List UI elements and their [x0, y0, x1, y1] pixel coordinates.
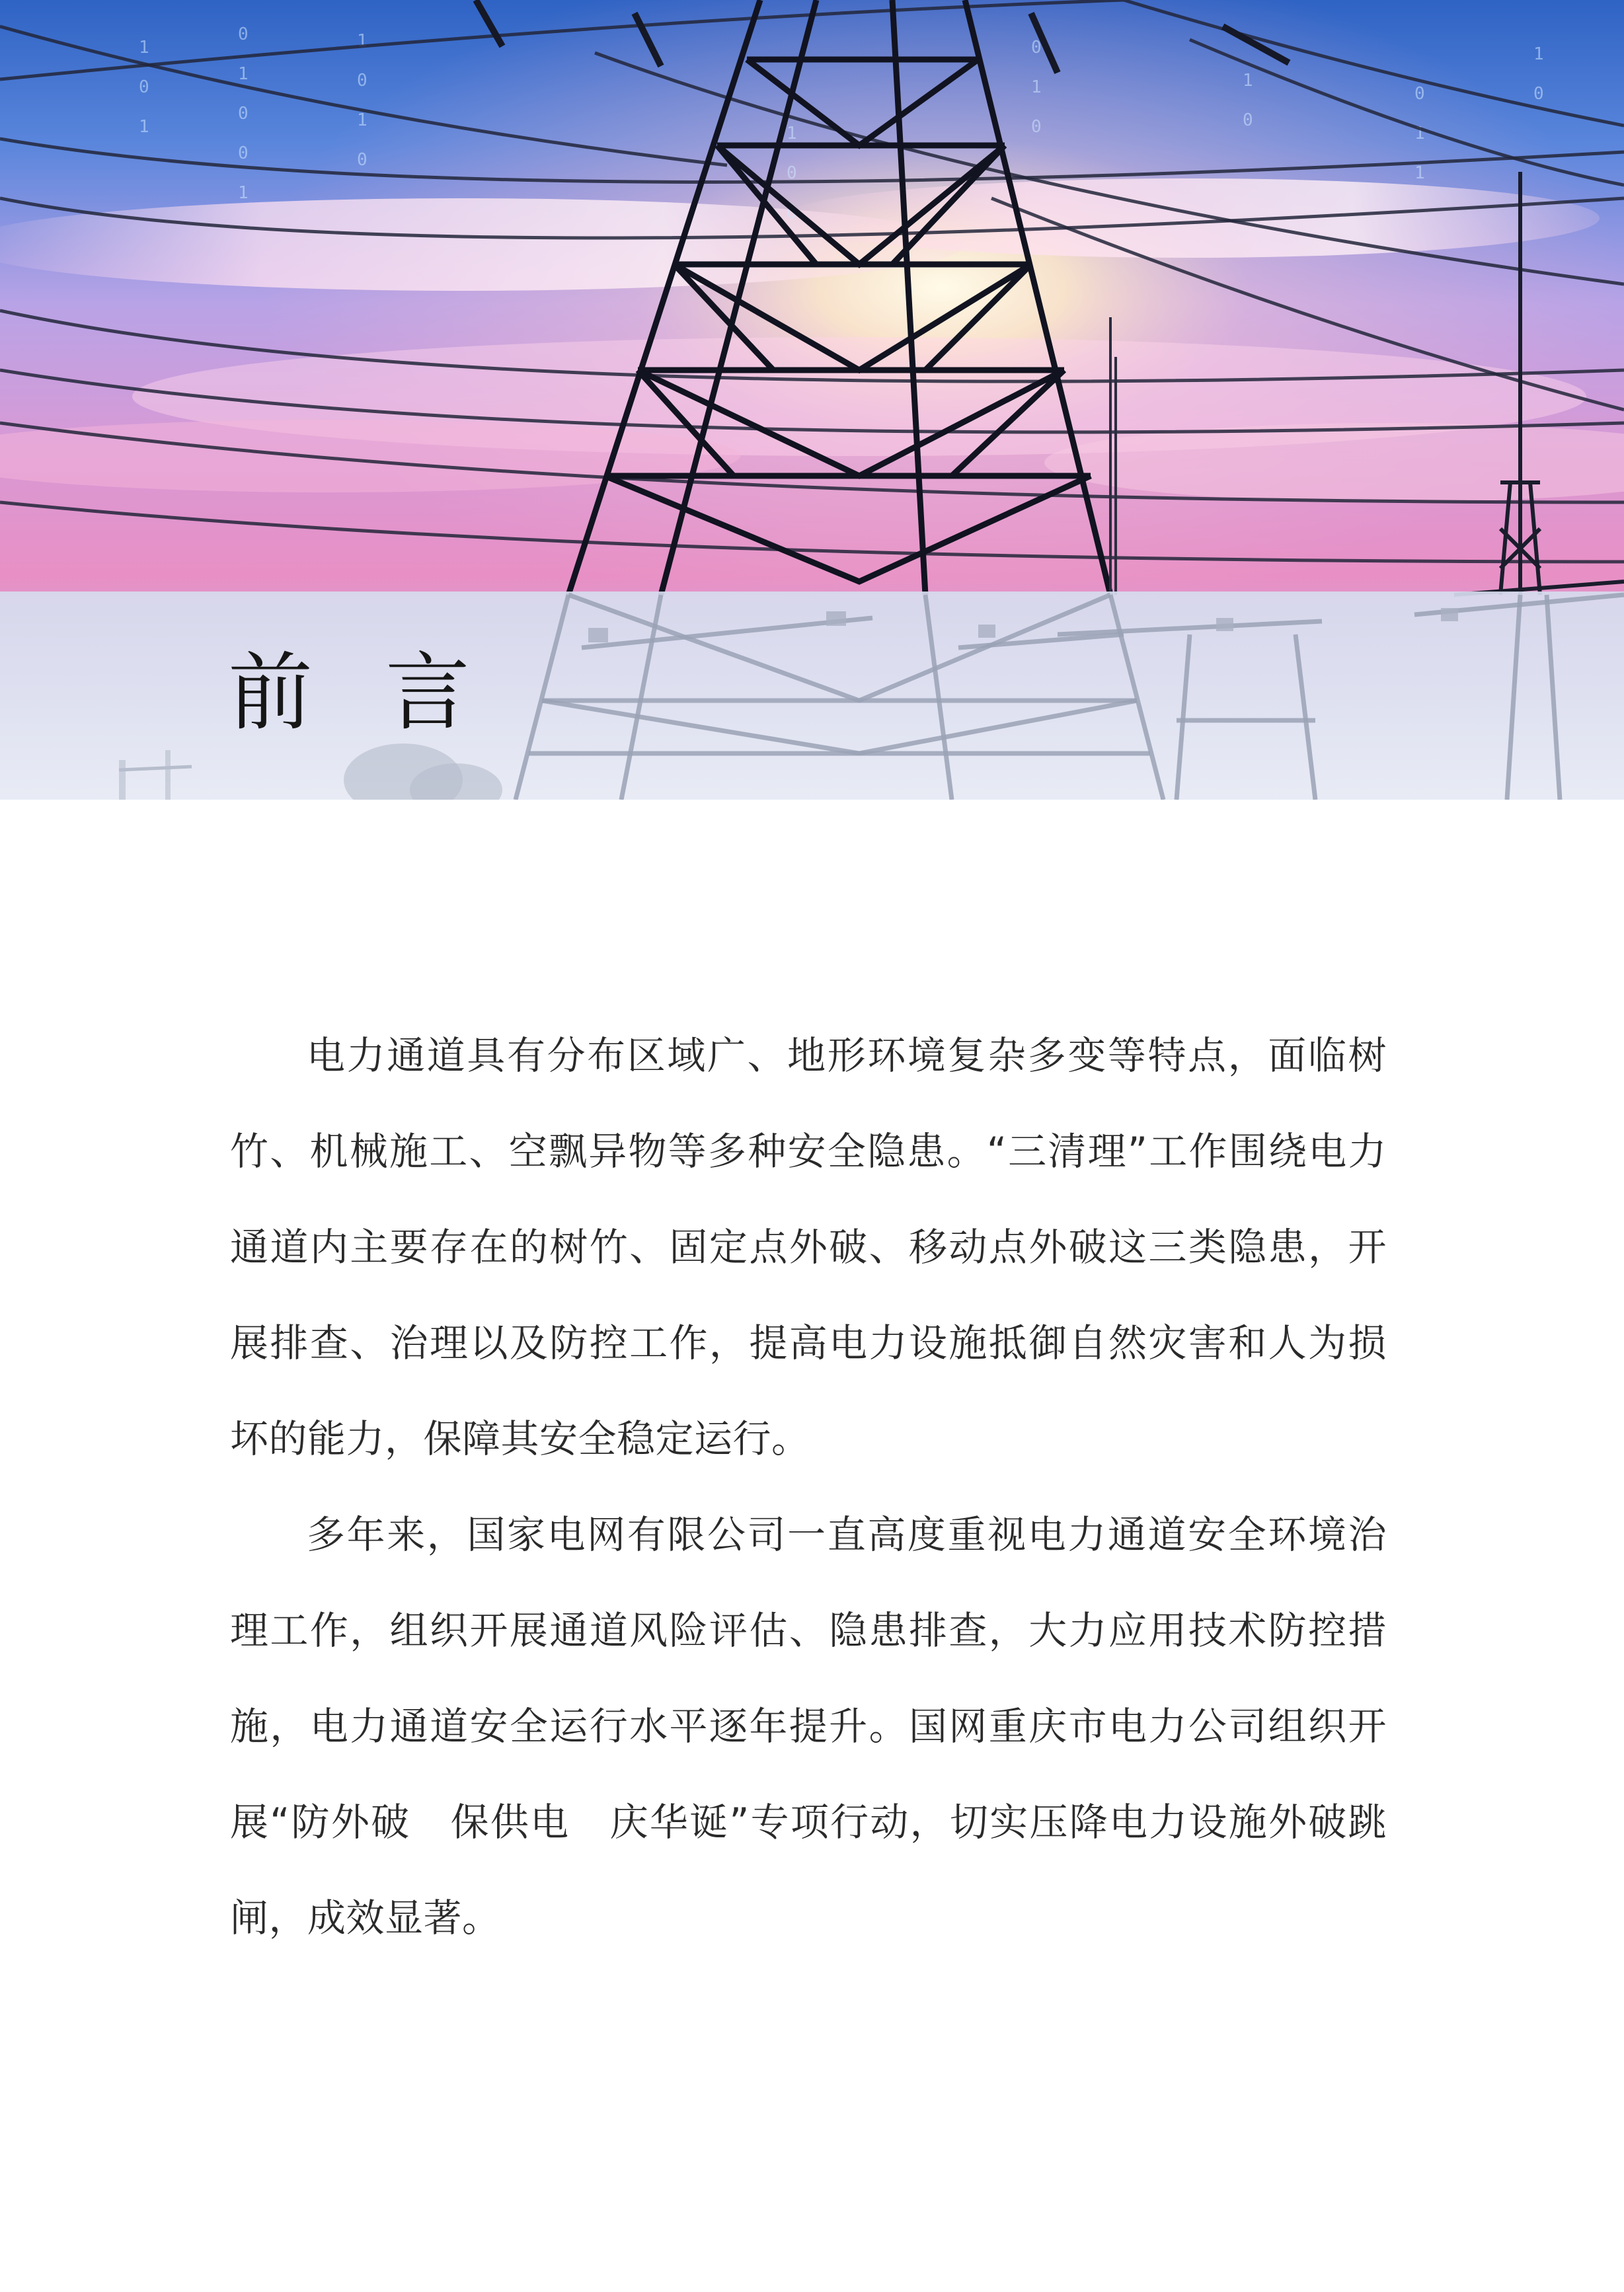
svg-text:1: 1 — [238, 64, 249, 84]
svg-text:1: 1 — [1414, 124, 1425, 143]
svg-text:0: 0 — [238, 104, 249, 124]
svg-text:1: 1 — [238, 183, 249, 203]
svg-text:0: 0 — [1533, 84, 1544, 104]
preface-body — [230, 1008, 1387, 1966]
svg-text:0: 0 — [139, 77, 149, 97]
svg-text:1: 1 — [139, 38, 149, 57]
svg-text:0: 0 — [1031, 38, 1042, 57]
svg-text:0: 0 — [357, 150, 367, 170]
svg-text:0: 0 — [1414, 84, 1425, 104]
svg-text:1: 1 — [357, 31, 367, 51]
svg-text:0: 0 — [238, 24, 249, 44]
paragraph-1: 电力通道具有分布区域广、地形环境复杂多变等特点，面临树竹、机械施工、空飘异物等多种安全隐患。“三清理”工作围绕电力通道内主要存在的树竹、固定点外破、移动点外破这三类隐患，开展排查、治理以及防控工作，提高电力设施抵御自然灾害和人为损坏的能力，保障其安全稳定运行。 — [230, 1033, 1387, 1461]
page-title: 前言 — [228, 644, 543, 742]
paragraph-2: 多年来，国家电网有限公司一直高度重视电力通道安全环境治理工作，组织开展通道风险评估、隐患排查，大力应用技术防控措施，电力通道安全运行水平逐年提升。国网重庆市电力公司组织开展“防外破 保供电 庆华诞”专项行动，切实压降电力设施外破跳闸，成效显著。 — [230, 1512, 1387, 1940]
svg-text:1: 1 — [1533, 44, 1544, 64]
svg-text:1: 1 — [139, 117, 149, 137]
svg-text:0: 0 — [787, 163, 797, 183]
svg-text:1: 1 — [357, 110, 367, 130]
svg-text:0: 0 — [787, 203, 797, 223]
svg-text:0: 0 — [1031, 117, 1042, 137]
svg-text:1: 1 — [787, 124, 797, 143]
svg-text:1: 1 — [1243, 71, 1253, 91]
svg-text:0: 0 — [357, 71, 367, 91]
svg-text:0: 0 — [1243, 110, 1253, 130]
svg-text:1: 1 — [1414, 163, 1425, 183]
svg-text:1: 1 — [1031, 77, 1042, 97]
svg-text:0: 0 — [238, 143, 249, 163]
